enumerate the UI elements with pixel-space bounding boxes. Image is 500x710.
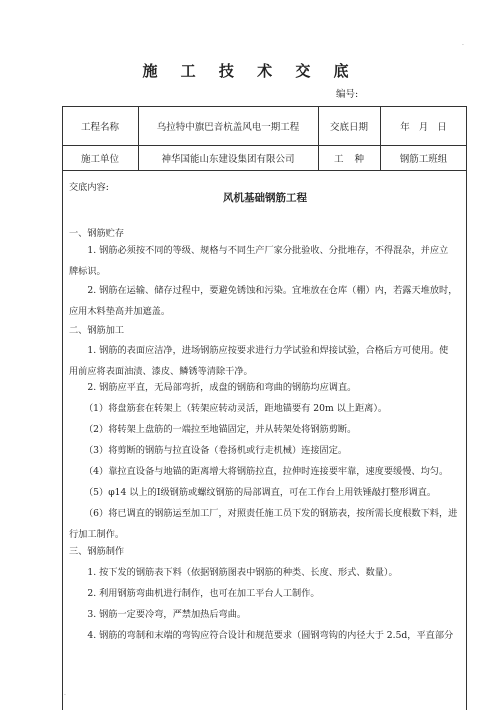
paragraph-line: 1. 钢筋的表面应洁净，进场钢筋应按要求进行力学试验和焊接试验，合格后方可使用。使 <box>87 345 449 356</box>
paragraph: 1. 按下发的钢筋表下料（依据钢筋图表中钢筋的种类、长度、形式、数量）。 <box>87 567 398 578</box>
paragraph-line: 行加工制作。 <box>69 529 125 540</box>
trade-label: 工 种 <box>333 154 365 165</box>
subject-heading: 风机基础钢筋工程 <box>223 192 307 204</box>
paragraph: 3. 钢筋一定要冷弯，严禁加热后弯曲。 <box>87 609 247 620</box>
project-name-label: 工程名称 <box>80 122 119 133</box>
section-heading: 二、钢筋加工 <box>69 325 125 336</box>
row-divider <box>62 145 467 146</box>
list-item <box>69 508 462 541</box>
section-heading: 一、钢筋贮存 <box>69 228 125 239</box>
paragraph: 4. 钢筋的弯制和末端的弯钩应符合设计和规范要求（圆钢弯钩的内径大于 2.5d，平直部分 <box>87 630 454 641</box>
page-mark-bottom: . <box>64 690 66 697</box>
row-divider <box>62 170 467 171</box>
paragraph-line: 牌标识。 <box>69 266 106 277</box>
intro-label: 交底内容: <box>69 182 109 193</box>
paragraph-line: 1. 钢筋必须按不同的等级、规格与不同生产厂家分批验收、分批堆存，不得混杂，并应立 <box>87 245 449 256</box>
section-heading: 三、钢筋制作 <box>69 546 125 557</box>
list-item: （4）靠拉直设备与地锚的距离增大将钢筋拉直，拉伸时连接要牢靠，速度要缓慢、均匀。 <box>84 466 449 477</box>
trade-value: 钢筋工班组 <box>399 154 448 165</box>
serial-number-label: 编号: <box>336 89 359 100</box>
paragraph-line: （6）将已调直的钢筋运至加工厂，对照责任施工员下发的钢筋表，按所需长度根数下料，进 <box>84 508 458 519</box>
construction-unit-value: 神华国能山东建设集团有限公司 <box>161 154 295 165</box>
list-item: （3）将剪断的钢筋与拉直设备（卷扬机或行走机械）连接固定。 <box>84 445 348 456</box>
paragraph <box>69 345 462 378</box>
disclosure-date-label: 交底日期 <box>329 122 368 133</box>
paragraph-line: 用前应将表面油渍、漆皮、鳞锈等清除干净。 <box>69 366 253 377</box>
paragraph-line: 应用木料垫高并加遮盖。 <box>69 306 171 317</box>
disclosure-date-value: 年 月 日 <box>400 122 447 133</box>
document-title: 施 工 技 术 交 底 <box>142 62 358 80</box>
paragraph-line: 2. 钢筋在运输、储存过程中，要避免锈蚀和污染。宜堆放在仓库（棚）内，若露天堆放时， <box>87 285 458 296</box>
page-mark-top: . <box>462 40 464 47</box>
paragraph: 2. 利用钢筋弯曲机进行制作，也可在加工平台人工制作。 <box>87 588 320 599</box>
list-item: （1）将盘筋套在转架上（转架应转动灵活，距地锚要有 20m 以上距离）。 <box>84 403 388 414</box>
construction-unit-label: 施工单位 <box>80 154 119 165</box>
paragraph: 2. 钢筋应平直，无局部弯折，成盘的钢筋和弯曲的钢筋均应调直。 <box>87 382 357 393</box>
project-name-value: 乌拉特中旗巴音杭盖风电一期工程 <box>156 122 300 133</box>
list-item: （5）φ14 以上的Ⅰ级钢筋或螺纹钢筋的局部调直，可在工作台上用铁锤敲打整形调直。 <box>84 487 437 498</box>
paragraph <box>69 285 462 318</box>
paragraph <box>69 245 462 278</box>
list-item: （2）将转架上盘筋的一端拉至地锚固定，并从转架处将钢筋剪断。 <box>84 424 357 435</box>
